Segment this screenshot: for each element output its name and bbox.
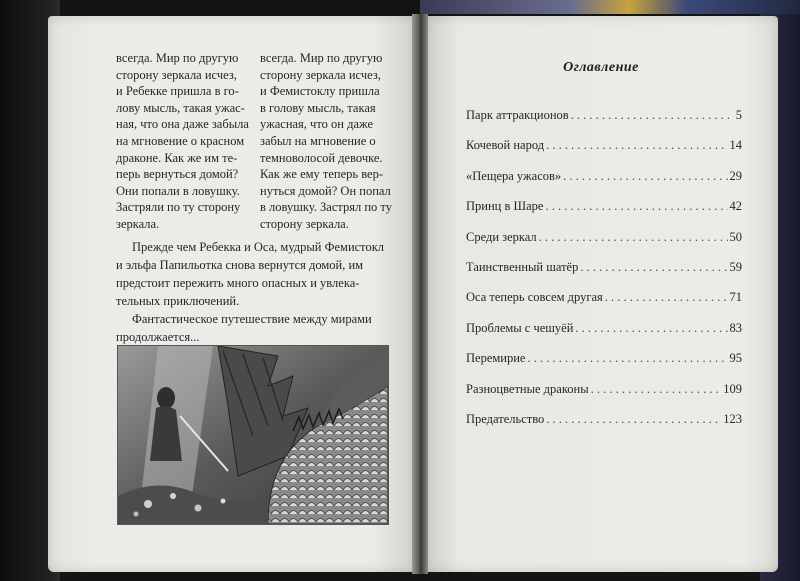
toc-entry-title: Предательство <box>466 411 545 426</box>
toc-entry-page: 123 <box>723 411 742 426</box>
toc-entry-page: 14 <box>729 138 742 153</box>
toc-leader-dots <box>563 169 727 184</box>
toc-leader-dots <box>571 108 734 123</box>
text-line: сторону зеркала. <box>260 216 349 231</box>
text-line: тельных приключений. <box>116 294 240 308</box>
text-column-left <box>116 50 254 233</box>
toc-entry-title: Перемирие <box>466 351 526 366</box>
toc-entry <box>466 230 742 260</box>
text-line: и эльфа Папильотка снова вернутся домой, им <box>116 258 364 272</box>
toc-entry-title: Принц в Шаре <box>466 199 544 214</box>
text-line: перь вернуться домой? <box>116 167 239 182</box>
book-gutter <box>412 14 428 574</box>
toc-entry <box>466 290 742 320</box>
toc-leader-dots <box>546 138 727 153</box>
text-line: Они попали в ловушку. <box>116 183 240 198</box>
text-line: зеркала. <box>116 216 160 231</box>
toc-entry <box>466 321 742 351</box>
text-line: забыл на мгновение о <box>260 133 376 148</box>
toc-entry-page: 5 <box>735 108 742 122</box>
paragraph-adventures <box>116 238 398 310</box>
toc-entry-page: 59 <box>729 259 742 274</box>
toc-title <box>424 60 778 76</box>
text-line: лову мысль, такая ужас- <box>116 100 245 115</box>
toc-entry <box>466 260 742 290</box>
toc-entry <box>466 382 742 412</box>
text-line: ужасная, что он даже <box>260 117 374 132</box>
toc-entry <box>466 351 742 381</box>
text-line: всегда. Мир по другую <box>260 51 383 65</box>
text-line: драконе. Как же им те- <box>116 150 238 165</box>
toc-leader-dots <box>580 260 727 275</box>
toc-entry <box>466 108 742 138</box>
toc-entry-page: 109 <box>723 381 742 396</box>
toc-leader-dots <box>605 290 728 305</box>
toc-leader-dots <box>546 412 721 427</box>
text-line: сторону зеркала исчез, <box>116 67 237 82</box>
text-line: и Фемистоклу пришла <box>260 84 380 99</box>
text-line: ная, что она даже забыла <box>116 117 249 132</box>
toc-entry-page: 83 <box>729 320 742 335</box>
paragraph-journey <box>116 310 398 346</box>
book-cover-top-strip <box>420 0 800 14</box>
toc-entry-title: Парк аттракционов <box>466 108 569 122</box>
text-line: сторону зеркала исчез, <box>260 67 381 82</box>
toc-entry-page: 42 <box>729 199 742 214</box>
toc-entry-title: «Пещера ужасов» <box>466 168 562 183</box>
toc-leader-dots <box>527 351 727 366</box>
text-line: Застряли по ту сторону <box>116 200 241 215</box>
toc-entry <box>466 138 742 168</box>
toc-entry-title: Проблемы с чешуёй <box>466 320 574 335</box>
toc-leader-dots <box>575 321 727 336</box>
toc-entry-page: 95 <box>729 351 742 366</box>
toc-entry-title: Разноцветные драконы <box>466 381 589 396</box>
text-line: в ловушку. Застрял по ту <box>260 200 392 215</box>
text-line: на мгновение о красном <box>116 133 245 148</box>
text-line: Фантастическое путешествие между мирами <box>132 312 372 326</box>
toc-entry-page: 29 <box>729 168 742 183</box>
text-line: и Ребекке пришла в го- <box>116 84 239 99</box>
dragon-illustration-art <box>118 346 388 524</box>
toc-entry-title: Кочевой народ <box>466 138 545 153</box>
text-line: продолжается... <box>116 330 200 344</box>
toc-entry-title: Таинственный шатёр <box>466 259 579 274</box>
table-of-contents <box>466 108 742 442</box>
text-line: всегда. Мир по другую <box>116 51 239 65</box>
text-line: темноволосой девочке. <box>260 150 383 165</box>
toc-leader-dots <box>591 382 722 397</box>
toc-leader-dots <box>539 230 728 245</box>
text-line: предстоит пережить много опасных и увлека- <box>116 276 360 290</box>
toc-entry-title: Оса теперь совсем другая <box>466 290 603 305</box>
text-line: в голову мысль, такая <box>260 100 376 115</box>
toc-entry-page: 50 <box>729 229 742 244</box>
text-line: Прежде чем Ребекка и Оса, мудрый Фемистокл <box>132 240 385 254</box>
toc-entry <box>466 199 742 229</box>
toc-title-text: Оглавление <box>563 60 639 75</box>
text-line: Как же ему теперь вер- <box>260 167 384 182</box>
toc-entry <box>466 169 742 199</box>
toc-entry <box>466 412 742 442</box>
dragon-illustration <box>117 345 389 525</box>
text-column-right <box>260 50 398 233</box>
text-line: нуться домой? Он попал <box>260 183 391 198</box>
toc-entry-title: Среди зеркал <box>466 229 537 244</box>
toc-entry-page: 71 <box>729 290 742 305</box>
toc-leader-dots <box>545 199 727 214</box>
